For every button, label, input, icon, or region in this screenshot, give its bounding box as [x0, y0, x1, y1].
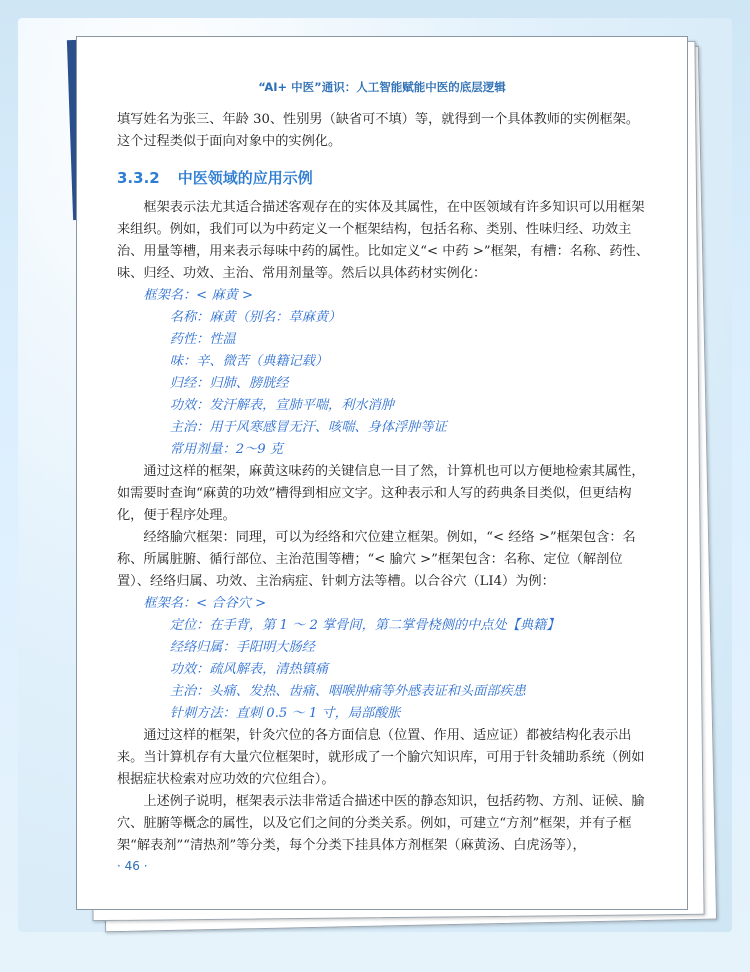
frame-name: 框架名：< 合谷穴 >	[143, 596, 267, 611]
book-page	[76, 36, 688, 910]
frame-name: 框架名：< 麻黄 >	[143, 288, 253, 303]
section-title: 中医领域的应用示例	[177, 169, 313, 187]
frame-slot: 味：辛、微苦（典籍记载）	[169, 354, 329, 369]
frame-slot: 功效：疏风解表，清热镇痛	[169, 662, 329, 677]
paragraph: 经络腧穴框架：同理，可以为经络和穴位建立框架。例如，“< 经络 >”框架包含：名称、所属脏腑、循行部位、主治范围等槽；“< 腧穴 >”框架包含：名称、定位（解剖位置）、经络归属、功效、主治病症、针刺方法等槽。以合谷穴（LI4）为例：	[117, 530, 636, 589]
paragraph: 上述例子说明，框架表示法非常适合描述中医的静态知识，包括药物、方剂、证候、腧穴、脏腑等概念的属性，以及它们之间的分类关系。例如，可建立“方剂”框架，并有子框架“解表剂”“清热剂”等分类，每个分类下挂具体方剂框架（麻黄汤、白虎汤等），	[117, 794, 645, 853]
frame-slot: 名称：麻黄（别名：草麻黄）	[169, 310, 342, 325]
paragraph: 通过这样的框架，麻黄这味药的关键信息一目了然，计算机也可以方便地检索其属性，如需要时查询“麻黄的功效”槽得到相应文字。这种表示和人写的药典条目类似，但更结构化，便于程序处理。	[117, 464, 645, 523]
frame-slot: 经络归属：手阳明大肠经	[169, 640, 315, 655]
running-head: “AI+ 中医”通识：人工智能赋能中医的底层逻辑	[258, 80, 506, 94]
frame-slot: 主治：用于风寒感冒无汗、咳喘、身体浮肿等证	[169, 420, 447, 435]
frame-slot: 常用剂量：2～9 克	[169, 442, 284, 457]
paragraph-intro: 填写姓名为张三、年龄 30、性别男（缺省可不填）等，就得到一个具体教师的实例框架。这个过程类似于面向对象中的实例化。	[117, 112, 640, 149]
herb-frame-block	[117, 285, 649, 461]
section-number: 3.3.2	[117, 169, 160, 187]
acupoint-frame-block	[117, 593, 649, 725]
paragraph: 框架表示法尤其适合描述客观存在的实体及其属性，在中医领域有许多知识可以用框架来组织。例如，我们可以为中药定义一个框架结构，包括名称、类别、性味归经、功效主治、用量等槽，用来表示每味中药的属性。比如定义“< 中药 >”框架，有槽：名称、药性、味、归经、功效、主治、常用剂量等。然后以具体药材实例化：	[117, 200, 649, 281]
page-number: · 46 ·	[117, 859, 148, 873]
frame-slot: 功效：发汗解表，宣肺平喘，利水消肿	[169, 398, 394, 413]
section-heading	[117, 167, 649, 189]
frame-slot: 药性：性温	[169, 332, 236, 347]
page-content	[117, 109, 649, 857]
frame-slot: 归经：归肺、膀胱经	[169, 376, 289, 391]
paragraph: 通过这样的框架，针灸穴位的各方面信息（位置、作用、适应证）都被结构化表示出来。当计算机存有大量穴位框架时，就形成了一个腧穴知识库，可用于针灸辅助系统（例如根据症状检索对应功效的穴位组合）。	[117, 728, 645, 787]
frame-slot: 针刺方法：直刺 0.5 ～ 1 寸，局部酸胀	[169, 706, 401, 721]
frame-slot: 定位：在手背，第 1 ～ 2 掌骨间，第二掌骨桡侧的中点处【典籍】	[169, 618, 560, 633]
frame-slot: 主治：头痛、发热、齿痛、咽喉肿痛等外感表证和头面部疾患	[169, 684, 526, 699]
